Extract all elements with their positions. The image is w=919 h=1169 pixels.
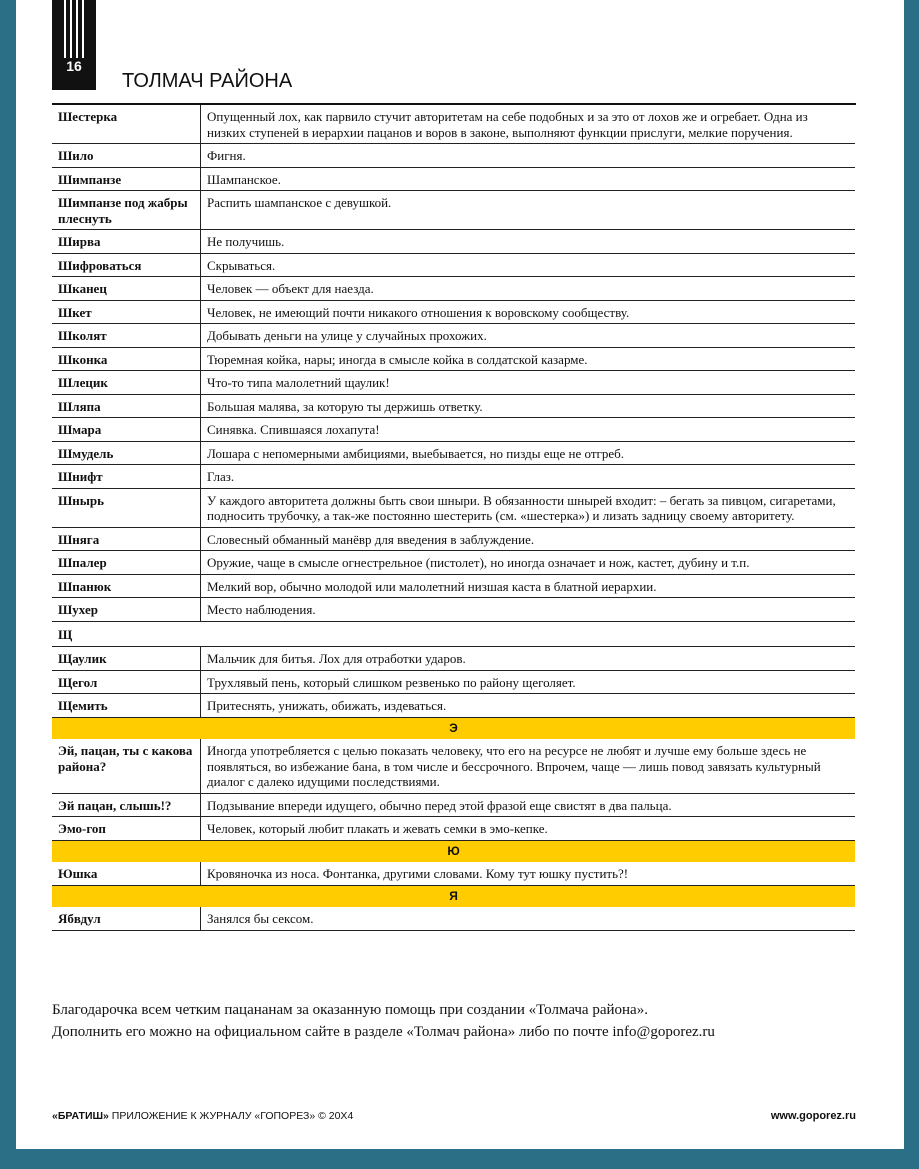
glossary-term: Шняга [52, 527, 201, 551]
footer-credit [52, 1110, 353, 1122]
page-title: ТОЛМАЧ РАЙОНА [122, 70, 293, 92]
glossary-term: Шнырь [52, 488, 201, 527]
glossary-row [52, 441, 855, 465]
glossary-definition: Распить шампанское с девушкой. [201, 191, 856, 230]
glossary-term: Юшка [52, 862, 201, 886]
glossary-term: Шкет [52, 300, 201, 324]
glossary-definition: Большая малява, за которую ты держишь ответку. [201, 394, 856, 418]
glossary-row [52, 670, 855, 694]
glossary-definition: Тюремная койка, нары; иногда в смысле койка в солдатской казарме. [201, 347, 856, 371]
glossary-definition: Шампанское. [201, 167, 856, 191]
glossary-definition: Человек — объект для наезда. [201, 277, 856, 301]
glossary-term: Шканец [52, 277, 201, 301]
glossary-definition: Скрываться. [201, 253, 856, 277]
glossary-term: Ябвдул [52, 907, 201, 931]
glossary-term: Шлецик [52, 371, 201, 395]
glossary-row [52, 371, 855, 395]
section-letter: Я [52, 885, 855, 907]
glossary-definition: Фигня. [201, 144, 856, 168]
glossary-row [52, 277, 855, 301]
glossary-term: Шимпанзе под жабры плеснуть [52, 191, 201, 230]
glossary-row [52, 191, 855, 230]
glossary-term: Щегол [52, 670, 201, 694]
page [16, 0, 904, 1149]
glossary-row [52, 647, 855, 671]
glossary-term: Эмо-гоп [52, 817, 201, 841]
letter-section-header [52, 717, 855, 739]
glossary-definition: Подзывание впереди идущего, обычно перед этой фразой еще свистят в два пальца. [201, 793, 856, 817]
glossary-row [52, 694, 855, 718]
glossary-definition: Синявка. Спившаяся лохапута! [201, 418, 856, 442]
footer-website[interactable]: www.goporez.ru [770, 1110, 856, 1122]
thanks-line-2: Дополнить его можно на официальном сайте в разделе «Толмач района» либо по почте info@goporez.ru [52, 1024, 715, 1040]
glossary-row [52, 793, 855, 817]
footer-credit-text: ПРИЛОЖЕНИЕ К ЖУРНАЛУ «ГОПОРЕЗ» © 20X4 [108, 1110, 354, 1122]
glossary-term: Эй, пацан, ты с какова района? [52, 739, 201, 794]
glossary-definition: Человек, не имеющий почти никакого отношения к воровскому сообществу. [201, 300, 856, 324]
section-letter: Ю [52, 840, 855, 862]
thanks-note [52, 999, 872, 1043]
glossary-body [52, 105, 855, 930]
glossary-row [52, 230, 855, 254]
page-tab [52, 0, 96, 90]
glossary-definition: Место наблюдения. [201, 598, 856, 622]
glossary-term: Шифроваться [52, 253, 201, 277]
thanks-line-1: Благодарочка всем четким пацананам за оказанную помощь при создании «Толмача района». [52, 1002, 648, 1018]
tab-stripe [82, 0, 84, 58]
letter-section-header [52, 621, 855, 647]
glossary-row [52, 598, 855, 622]
glossary-definition: Словесный обманный манёвр для введения в заблуждение. [201, 527, 856, 551]
page-number: 16 [66, 58, 82, 74]
glossary-term: Эй пацан, слышь!? [52, 793, 201, 817]
glossary-row [52, 347, 855, 371]
tab-stripe [64, 0, 66, 58]
glossary-definition: Притеснять, унижать, обижать, издеваться. [201, 694, 856, 718]
tab-stripe [70, 0, 72, 58]
glossary-definition: Оружие, чаще в смысле огнестрельное (пистолет), но иногда означает и нож, кастет, дубину и т.п. [201, 551, 856, 575]
glossary-term: Шмудель [52, 441, 201, 465]
tab-stripe [76, 0, 78, 58]
glossary-term: Щаулик [52, 647, 201, 671]
glossary-row [52, 574, 855, 598]
glossary-row [52, 551, 855, 575]
glossary-row [52, 394, 855, 418]
glossary-definition: Что-то типа малолетний щаулик! [201, 371, 856, 395]
glossary-row [52, 862, 855, 886]
letter-section-header [52, 840, 855, 862]
letter-section-header [52, 885, 855, 907]
glossary-row [52, 167, 855, 191]
glossary-definition: Опущенный лох, как парвило стучит авторитетам на себе подобных и за это от лохов же и огребает. Одна из низких ступеней в иерархии пацанов и воров в законе, выполняют функции прислуги, мелкие поручения. [201, 105, 856, 144]
glossary-term: Шконка [52, 347, 201, 371]
glossary-definition: Не получишь. [201, 230, 856, 254]
glossary-table [52, 105, 855, 931]
glossary-term: Школят [52, 324, 201, 348]
glossary-row [52, 105, 855, 144]
glossary-definition: Иногда употребляется с целью показать человеку, что его на ресурсе не любят и лучше ему больше здесь не появляться, во избежание бана, в том числе и бессрочного. Впрочем, чаще — лишь повод завязать культурный диалог с далеко идущими последствиями. [201, 739, 856, 794]
glossary-row [52, 253, 855, 277]
glossary-row [52, 465, 855, 489]
glossary-term: Ширва [52, 230, 201, 254]
glossary-definition: Мальчик для битья. Лох для отработки ударов. [201, 647, 856, 671]
glossary-term: Шило [52, 144, 201, 168]
section-letter: Э [52, 717, 855, 739]
footer-brand: «БРАТИШ» [52, 1110, 109, 1122]
glossary-row [52, 324, 855, 348]
glossary-definition: Добывать деньги на улице у случайных прохожих. [201, 324, 856, 348]
glossary-row [52, 739, 855, 794]
glossary-row [52, 488, 855, 527]
glossary-term: Шимпанзе [52, 167, 201, 191]
glossary-row [52, 817, 855, 841]
glossary-term: Шпанюк [52, 574, 201, 598]
glossary-definition: Трухлявый пень, который слишком резвенько по району щеголяет. [201, 670, 856, 694]
glossary-row [52, 907, 855, 931]
glossary-definition: Занялся бы сексом. [201, 907, 856, 931]
glossary-definition: Человек, который любит плакать и жевать семки в эмо-кепке. [201, 817, 856, 841]
glossary-term: Шпалер [52, 551, 201, 575]
glossary-row [52, 144, 855, 168]
glossary-row [52, 418, 855, 442]
glossary-term: Шляпа [52, 394, 201, 418]
glossary-row [52, 300, 855, 324]
glossary-definition: Мелкий вор, обычно молодой или малолетний низшая каста в блатной иерархии. [201, 574, 856, 598]
glossary-definition: Глаз. [201, 465, 856, 489]
glossary-term: Шмара [52, 418, 201, 442]
glossary-term: Шнифт [52, 465, 201, 489]
glossary-definition: Лошара с непомерными амбициями, выебывается, но пизды еще не отгреб. [201, 441, 856, 465]
glossary-definition: Кровяночка из носа. Фонтанка, другими словами. Кому тут юшку пустить?! [201, 862, 856, 886]
glossary-term: Шестерка [52, 105, 201, 144]
glossary-term: Шухер [52, 598, 201, 622]
glossary-definition: У каждого авторитета должны быть свои шныри. В обязанности шнырей входит: – бегать за пивцом, сигаретами, подносить трубочку, а так-же постоянно шестерить (см. «шестерка») и лизать задницу своему авторитету. [201, 488, 856, 527]
section-letter: Щ [52, 621, 855, 647]
glossary-row [52, 527, 855, 551]
glossary-term: Щемить [52, 694, 201, 718]
